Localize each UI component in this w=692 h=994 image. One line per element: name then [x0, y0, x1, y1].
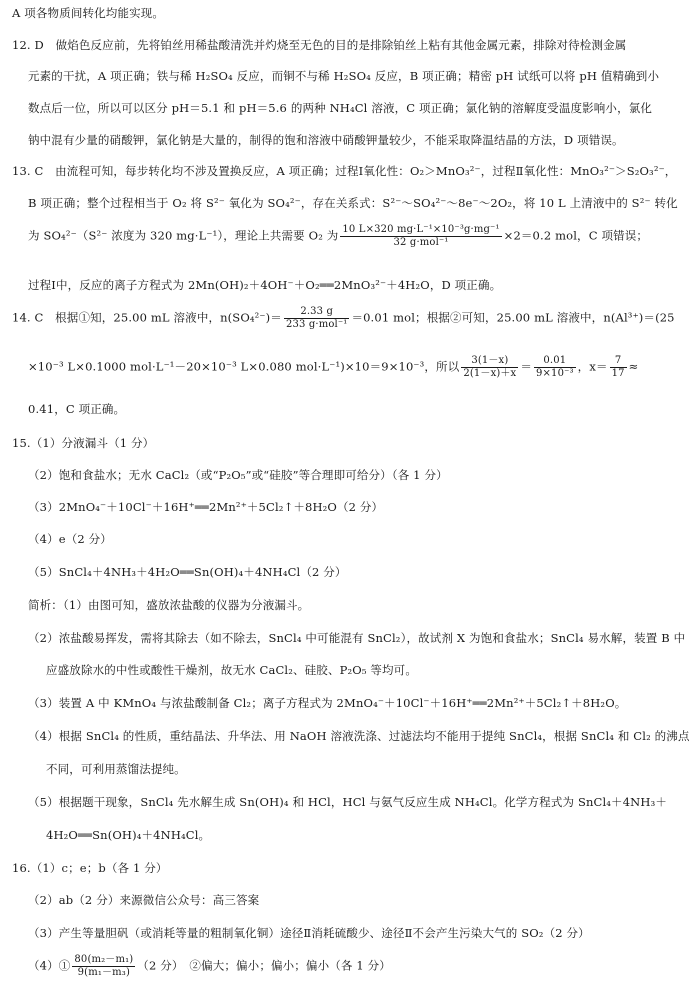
q16-4-line — [28, 954, 391, 979]
text-line: 15.（1）分液漏斗（1 分） — [12, 436, 155, 450]
text-line: （4）e（2 分） — [28, 532, 112, 546]
fraction-denominator: 32 g·mol⁻¹ — [393, 237, 449, 248]
text-line: 应盛放除水的中性或酸性干燥剂，故无水 CaCl₂、硅胶、P₂O₅ 等均可。 — [46, 663, 417, 677]
fraction — [72, 954, 135, 979]
fraction-denominator: 17 — [611, 368, 625, 379]
fraction — [340, 224, 501, 249]
text-span: 为 SO₄²⁻（S²⁻ 浓度为 320 mg·L⁻¹），理论上共需要 O₂ 为 — [28, 228, 339, 243]
text-span: ×2＝0.2 mol，C 项错误； — [503, 228, 649, 243]
fraction-denominator: 2(1－x)＋x — [463, 368, 517, 379]
text-line: B 项正确；整个过程相当于 O₂ 将 S²⁻ 氧化为 SO₄²⁻，存在关系式：S²⁻～SO₄²⁻～8e⁻～2O₂，将 10 L 上清液中的 S²⁻ 转化 — [28, 196, 678, 210]
text-span: ＝0.01 mol；根据②可知，25.00 mL 溶液中，n(Al³⁺)＝(25 — [351, 310, 675, 325]
text-line: 16.（1）c；e；b（各 1 分） — [12, 861, 168, 875]
fraction-numerator: 7 — [610, 355, 627, 368]
fraction-denominator: 9×10⁻³ — [536, 368, 574, 379]
text-span: （2 分） ②偏大；偏小；偏小；偏小（各 1 分） — [137, 958, 391, 973]
text-line: （3）装置 A 中 KMnO₄ 与浓盐酸制备 Cl₂；离子方程式为 2MnO₄⁻＋10Cl⁻＋16H⁺══2Mn²⁺＋5Cl₂↑＋8H₂O。 — [28, 696, 627, 710]
q13-calc-line — [28, 224, 648, 249]
fraction — [610, 355, 627, 380]
text-line: 不同，可利用蒸馏法提纯。 — [46, 762, 186, 776]
q14-line-1 — [12, 306, 675, 331]
q14-line-2 — [28, 355, 638, 380]
fraction-denominator: 9(m₁－m₃) — [77, 967, 131, 978]
fraction-denominator: 233 g·mol⁻¹ — [285, 319, 348, 330]
text-line: （5）SnCl₄＋4NH₃＋4H₂O══Sn(OH)₄＋4NH₄Cl（2 分） — [28, 565, 347, 579]
text-line: 元素的干扰，A 项正确；铁与稀 H₂SO₄ 反应，而铜不与稀 H₂SO₄ 反应，B 项正确；精密 pH 试纸可以将 pH 值精确到小 — [28, 69, 660, 83]
text-span: ，x＝ — [577, 359, 608, 374]
text-line: 0.41，C 项正确。 — [28, 402, 126, 416]
fraction-numerator: 0.01 — [534, 355, 576, 368]
fraction-numerator: 2.33 g — [284, 306, 349, 319]
text-line: （3）2MnO₄⁻＋10Cl⁻＋16H⁺══2Mn²⁺＋5Cl₂↑＋8H₂O（2 分） — [28, 500, 384, 514]
fraction — [284, 306, 349, 331]
text-line: 过程Ⅰ中，反应的离子方程式为 2Mn(OH)₂＋4OH⁻＋O₂══2MnO₃²⁻＋4H₂O，D 项正确。 — [28, 278, 502, 292]
text-line: （2）浓盐酸易挥发，需将其除去（如不除去，SnCl₄ 中可能混有 SnCl₂），故试剂 X 为饱和食盐水；SnCl₄ 易水解，装置 B 中 — [28, 631, 686, 645]
text-span: 14. C 根据①知，25.00 mL 溶液中，n(SO₄²⁻)＝ — [12, 310, 282, 325]
text-line: （4）根据 SnCl₄ 的性质，重结晶法、升华法、用 NaOH 溶液洗涤、过滤法均不能用于提纯 SnCl₄，根据 SnCl₄ 和 Cl₂ 的沸点 — [28, 729, 690, 743]
text-line: （5）根据题干现象，SnCl₄ 先水解生成 Sn(OH)₄ 和 HCl，HCl 与氨气反应生成 NH₄Cl。化学方程式为 SnCl₄＋4NH₃＋ — [28, 795, 667, 809]
text-line: 13. C 由流程可知，每步转化均不涉及置换反应，A 项正确；过程Ⅰ氧化性：O₂＞MnO₃²⁻，过程Ⅱ氧化性：MnO₃²⁻＞S₂O₃²⁻， — [12, 164, 677, 178]
text-span: ≈ — [628, 359, 639, 374]
text-line: （2）ab（2 分）来源微信公众号：高三答案 — [28, 893, 260, 907]
fraction-numerator: 3(1－x) — [461, 355, 518, 368]
text-line: （2）饱和食盐水；无水 CaCl₂（或“P₂O₅”或“硅胶”等合理即可给分）（各 1 分） — [28, 468, 448, 482]
text-line: 数点后一位，所以可以区分 pH＝5.1 和 pH＝5.6 的两种 NH₄Cl 溶液，C 项正确；氯化钠的溶解度受温度影响小，氯化 — [28, 101, 653, 115]
text-span: ＝ — [520, 359, 533, 374]
fraction — [461, 355, 518, 380]
text-line: 12. D 做焰色反应前，先将铂丝用稀盐酸清洗并灼烧至无色的目的是排除铂丝上粘有其他金属元素，排除对待检测金属 — [12, 38, 627, 52]
text-line: A 项各物质间转化均能实现。 — [12, 6, 165, 20]
fraction — [534, 355, 576, 380]
text-line: 钠中混有少量的硝酸钾，氯化钠是大量的，制得的饱和溶液中硝酸钾量较少，不能采取降温结晶的方法，D 项错误。 — [28, 133, 624, 147]
fraction-numerator: 10 L×320 mg·L⁻¹×10⁻³g·mg⁻¹ — [342, 224, 500, 235]
text-line: （3）产生等量胆矾（或消耗等量的粗制氧化铜）途径Ⅱ消耗硫酸少、途径Ⅱ不会产生污染大气的 SO₂（2 分） — [28, 926, 590, 940]
text-span: （4）① — [28, 958, 71, 973]
text-span: ×10⁻³ L×0.1000 mol·L⁻¹－20×10⁻³ L×0.080 mol·L⁻¹)×10＝9×10⁻³，所以 — [28, 359, 460, 374]
text-line: 4H₂O══Sn(OH)₄＋4NH₄Cl。 — [46, 828, 211, 842]
text-line: 简析：（1）由图可知，盛放浓盐酸的仪器为分液漏斗。 — [28, 598, 310, 612]
fraction-numerator: 80(m₂－m₁) — [74, 954, 134, 965]
